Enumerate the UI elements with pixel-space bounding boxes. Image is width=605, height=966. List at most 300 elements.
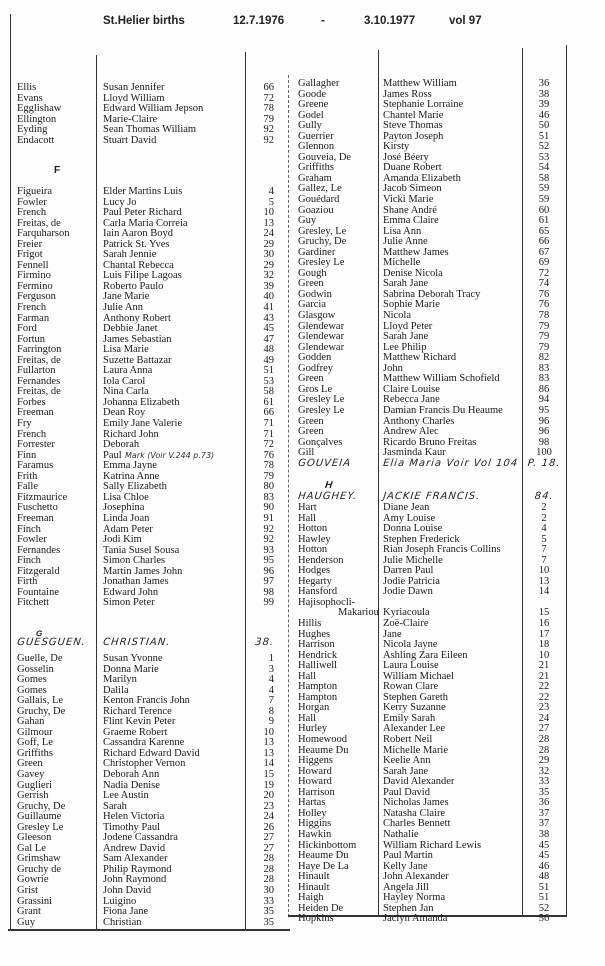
surname: HAUGHEY. [297, 491, 358, 502]
surname: Freeman [17, 512, 54, 524]
forename: Martin James John [103, 565, 183, 577]
entry-number: 24 [538, 712, 550, 724]
forename: Nicola Jayne [383, 639, 438, 651]
forename: Rian Joseph Francis Collins [383, 544, 501, 556]
entry-number: 27 [538, 723, 550, 735]
surname: Faramus [17, 460, 54, 472]
forename: David Alexander [383, 776, 455, 788]
surname: Fermino [17, 280, 53, 292]
register-entry [0, 195, 605, 206]
surname: Green [298, 278, 324, 290]
entry-number: 90 [263, 502, 274, 514]
register-entry [0, 472, 605, 483]
surname: Gruchy, De [298, 236, 347, 248]
surname: Howard [298, 776, 332, 788]
entry-number: 66 [263, 407, 274, 419]
surname: Fry [17, 418, 32, 430]
surname: Gallais, Le [17, 695, 64, 707]
register-entry [0, 311, 605, 322]
entry-number: 13 [263, 217, 274, 229]
entry-number: 14 [538, 586, 550, 598]
surname: Green [298, 415, 324, 427]
entry-number: 28 [263, 874, 274, 886]
forename: Donna Marie [103, 663, 159, 675]
surname: Godfrey [298, 362, 333, 374]
forename: Graeme Robert [103, 726, 168, 738]
surname: Heaume Du [298, 850, 349, 862]
surname: Eyding [17, 124, 48, 136]
surname: Hartas [298, 797, 326, 809]
surname: Glennon [298, 141, 335, 153]
entry-number: 32 [538, 765, 550, 777]
forename: Steve Thomas [383, 120, 443, 132]
surname: Fowler [17, 196, 47, 208]
entry-number: 92 [263, 523, 274, 535]
surname: Fitchett [17, 597, 50, 609]
entry-number: 95 [538, 404, 550, 416]
surname: Guelle, De [17, 653, 63, 664]
surname: Grimshaw [17, 853, 61, 865]
surname: Goaziou [298, 204, 334, 216]
forename: Debbie Janet [103, 323, 158, 335]
entry-number: 51 [263, 365, 274, 377]
forename: Angela Jill [383, 881, 429, 893]
forename: Charles Bennett [383, 818, 451, 830]
entry-number: 86 [538, 383, 550, 395]
surname: Firth [17, 576, 38, 588]
forename: Rowan Clare [383, 681, 439, 693]
forename: Lee Austin [103, 790, 149, 802]
forename: Patrick St. Yves [103, 238, 170, 250]
entry-number: 19 [263, 779, 274, 791]
entry-number: 10 [263, 207, 274, 219]
entry-number: 60 [538, 204, 550, 216]
entry-number: 53 [263, 375, 274, 387]
surname: Gomes [17, 684, 47, 696]
forename: Andrew Alec [383, 426, 439, 438]
forename: Jaclyn Amanda [383, 913, 448, 925]
entry-number: 37 [538, 818, 550, 830]
entry-number: 74 [538, 278, 550, 290]
surname: Hajisophocli- [298, 596, 356, 608]
surname: Horgan [298, 702, 330, 714]
entry-number: 66 [538, 236, 550, 248]
forename: Rebecca Jane [383, 394, 440, 406]
forename: Emily Jane Valerie [103, 418, 183, 430]
forename: Sam Alexander [103, 853, 168, 865]
date-separator: - [321, 15, 325, 27]
entry-number: 92 [263, 124, 274, 136]
entry-number: 38. [254, 637, 275, 648]
entry-number: 59 [538, 183, 550, 195]
entry-number: 33 [263, 895, 274, 907]
entry-number: 51 [538, 881, 550, 893]
surname: French [17, 207, 47, 219]
forename: Robert Neil [383, 734, 433, 746]
surname: Green [298, 373, 324, 385]
forename: Matthew Richard [383, 352, 457, 364]
entry-number: 48 [263, 344, 274, 356]
entry-number: 10 [538, 565, 550, 577]
forename: Jane Marie [103, 291, 150, 303]
entry-number: 23 [263, 800, 274, 812]
surname: Glendewar [298, 331, 345, 343]
surname: Farrington [17, 344, 62, 356]
surname: Guy [17, 916, 36, 928]
surname: Glendewar [298, 320, 345, 332]
forename: Iola Carol [103, 375, 146, 387]
surname: Ellis [17, 82, 37, 93]
entry-number: 16 [538, 618, 550, 630]
entry-number: 97 [263, 576, 274, 588]
surname: Gilmour [17, 726, 53, 738]
handwritten-annotation: Mark (Voir V.244 p.73) [125, 450, 215, 460]
forename: Sally Elizabeth [103, 481, 167, 493]
entry-number: 96 [538, 426, 550, 438]
entry-number: 8 [268, 705, 274, 717]
entry-number: 15 [263, 769, 274, 781]
entry-number: 7 [541, 554, 547, 566]
entry-number: 61 [263, 396, 274, 408]
forename: Stephen Gareth [383, 691, 449, 703]
entry-number: 29 [263, 238, 274, 250]
entry-number: 82 [538, 352, 550, 364]
entry-number: 4 [268, 684, 274, 696]
entry-number: 92 [263, 534, 274, 546]
entry-number: 40 [263, 291, 274, 303]
forename: Paul David [383, 786, 430, 798]
entry-number: 28 [538, 734, 550, 746]
forename: Jasminda Kaur [383, 447, 446, 459]
forename: Ricardo Bruno Freitas [383, 436, 477, 448]
forename: Anthony Charles [383, 415, 455, 427]
surname: Homewood [298, 734, 347, 746]
forename: Julie Ann [103, 302, 143, 314]
surname: Hawkin [298, 828, 332, 840]
entry-number: 32 [263, 270, 274, 282]
forename: Jodi Kim [103, 534, 142, 546]
forename: Carla Maria Correia [103, 217, 188, 229]
forename: Paul Peter Richard [103, 207, 182, 219]
forename: Josephina [103, 502, 145, 514]
forename: Sarah Jane [383, 331, 429, 343]
forename: Ashling Zara Eileen [383, 649, 468, 661]
surname: Hart [298, 502, 317, 513]
surname: Hickinbottom [298, 839, 357, 851]
register-entry [0, 406, 605, 417]
forename: Christopher Vernon [103, 758, 186, 770]
entry-number: 39 [538, 99, 550, 111]
forename: Edward John [103, 586, 159, 598]
forename: Lisa Marie [103, 344, 149, 356]
forename: Dean Roy [103, 407, 146, 419]
forename: Paul Martin [383, 850, 433, 862]
surname: Finn [17, 449, 37, 461]
forename: Amy Louise [383, 512, 436, 524]
surname: Gowrie [17, 874, 49, 886]
forename: Susan Yvonne [103, 653, 163, 664]
surname: Guerrier [298, 130, 334, 142]
forename: Shane André [383, 204, 437, 216]
surname: Green [298, 426, 324, 438]
forename: Nathalie [383, 828, 419, 840]
entry-number: 35 [538, 786, 550, 798]
surname: Gouveia, De [298, 151, 352, 163]
surname: Gallez, Le [298, 183, 342, 195]
entry-number: 1 [268, 653, 274, 664]
forename: Lloyd William [103, 92, 165, 104]
surname: Hughes [298, 628, 331, 640]
entry-number: 54 [538, 162, 550, 174]
surname: Gros Le [298, 383, 333, 395]
forename: Emma Jayne [103, 460, 157, 472]
forename: Stephen Frederick [383, 533, 460, 545]
surname: Frigot [17, 249, 43, 261]
surname: Gomes [17, 674, 47, 686]
surname: Fernandes [17, 544, 61, 556]
surname: Howard [298, 765, 332, 777]
surname: Egglishaw [17, 103, 62, 115]
forename: Nadia Denise [103, 779, 160, 791]
entry-number: 28 [538, 744, 550, 756]
surname: French [17, 428, 47, 440]
surname: Figueira [17, 186, 52, 197]
surname: Firmino [17, 270, 51, 282]
forename: Anthony Robert [103, 312, 171, 324]
entry-number: 45 [538, 850, 550, 862]
entry-number: 9 [268, 716, 274, 728]
entry-number: 10 [263, 726, 274, 738]
section-letter-f: F [54, 165, 61, 176]
entry-number: 23 [538, 702, 550, 714]
entry-number: 15 [538, 607, 550, 619]
surname: Farman [17, 312, 50, 324]
entry-number: 5 [541, 533, 547, 545]
entry-number: 2 [541, 502, 547, 513]
entry-number: 79 [263, 113, 274, 125]
surname: Hillis [298, 618, 322, 630]
g-entries-continued [0, 79, 605, 459]
entry-number: 35 [263, 916, 274, 928]
entry-number: 27 [263, 842, 274, 854]
entry-number: 52 [538, 141, 550, 153]
surname: Fullarton [17, 365, 56, 377]
surname: Freeman [17, 407, 54, 419]
surname: Goff, Le [17, 737, 53, 749]
surname: Henderson [298, 554, 344, 566]
entry-number: 67 [538, 246, 550, 258]
entry-number: 17 [538, 628, 550, 640]
entry-number: 47 [263, 333, 274, 345]
entry-number: 84. [534, 491, 555, 502]
forename: John [383, 362, 403, 374]
surname: Gahan [17, 716, 45, 728]
forename: Sarah Jane [383, 278, 429, 290]
forename: Helen Victoria [103, 811, 165, 823]
surname: Garcia [298, 299, 326, 311]
entry-number: 71 [263, 428, 274, 440]
surname: Gardiner [298, 246, 336, 258]
forename: Deborah Ann [103, 769, 160, 781]
entry-number: 72 [538, 267, 550, 279]
forename: Marie-Claire [103, 113, 158, 125]
forename: Richard John [103, 428, 159, 440]
entry-number: 41 [263, 302, 274, 314]
surname: Gruchy de [17, 863, 62, 875]
h-entries [0, 503, 605, 925]
end-date: 3.10.1977 [364, 15, 416, 27]
entry-number: 7 [541, 544, 547, 556]
entry-number: 4 [541, 523, 547, 535]
surname: Gonçalves [298, 436, 343, 448]
handwritten-letter-h: H [324, 480, 334, 491]
entry-number: 58 [263, 386, 274, 398]
surname: Gouédard [298, 194, 340, 206]
surname: Godwin [298, 288, 332, 300]
surname: Hinault [298, 881, 330, 893]
entry-number: 79 [263, 470, 274, 482]
entry-number: 39 [263, 280, 274, 292]
forename: Darren Paul [383, 565, 434, 577]
forename: Jodene Cassandra [103, 832, 178, 844]
entry-number: P. 18. [527, 458, 562, 469]
forename: Kirsty [383, 141, 410, 153]
forename: Vicki Marie [383, 194, 434, 206]
entry-number: 13 [263, 737, 274, 749]
surname: Griffiths [298, 162, 334, 174]
forename: JACKIE FRANCIS. [382, 491, 481, 502]
entry-number: 78 [263, 460, 274, 472]
forename: Matthew James [383, 246, 449, 258]
forename: Chantal Rebecca [103, 259, 174, 271]
forename: Deborah [103, 439, 140, 451]
surname: Grassini [17, 895, 52, 907]
surname: Gruchy, De [17, 705, 66, 717]
entry-number: 76 [538, 288, 550, 300]
forename: Cassandra Karenne [103, 737, 185, 749]
entry-number: 13 [263, 747, 274, 759]
forename: Paul [103, 449, 122, 461]
register-entry [0, 459, 605, 470]
entry-number: 3 [268, 663, 274, 675]
surname: Guglieri [17, 779, 52, 791]
forename: Sarah Jane [383, 765, 429, 777]
surname: Hendrick [298, 649, 338, 661]
entry-number: 10 [538, 649, 550, 661]
entry-number: 2 [541, 512, 547, 524]
surname: Gresley, Le [298, 225, 347, 237]
forename: Richard Terence [103, 705, 172, 717]
entry-number: 96 [538, 415, 550, 427]
forename: Richard Edward David [103, 747, 200, 759]
forename: Johanna Elizabeth [103, 396, 180, 408]
forename: Amanda Elizabeth [383, 172, 461, 184]
entry-number: 56 [538, 913, 550, 925]
surname: Ford [17, 323, 37, 335]
entry-number: 98 [538, 436, 550, 448]
surname: Hodges [298, 565, 331, 577]
surname: Farquharson [17, 228, 70, 240]
entry-number: 35 [263, 906, 274, 918]
entry-number: 4 [268, 186, 274, 197]
forename: Roberto Paulo [103, 280, 164, 292]
bottom-rule [8, 929, 290, 931]
surname: Heaume Du [298, 744, 349, 756]
surname: Grist [17, 885, 38, 897]
register-entry [0, 830, 605, 841]
surname: Gavey [17, 769, 45, 781]
surname: Fortun [17, 333, 46, 345]
surname: Goode [298, 88, 326, 100]
surname: Freitas, de [17, 354, 61, 366]
entry-number: 7 [268, 695, 274, 707]
forename: José Béery [383, 151, 429, 163]
entry-number: 83 [538, 362, 550, 374]
surname: Gresley Le [298, 257, 345, 269]
entry-number: 13 [538, 575, 550, 587]
forename: Lee Philip [383, 341, 427, 353]
forename: Sophie Marie [383, 299, 440, 311]
surname: Hansford [298, 586, 338, 598]
surname: Hampton [298, 691, 338, 703]
surname: Forrester [17, 439, 55, 451]
surname: Guillaume [17, 811, 62, 823]
forename: Lloyd Peter [383, 320, 433, 332]
forename: Andrew David [103, 842, 166, 854]
entry-number: 24 [263, 228, 274, 240]
forename: Stuart David [103, 134, 157, 146]
forename: Jodie Patricia [383, 575, 440, 587]
forename: Suzette Battazar [103, 354, 172, 366]
surname: Hegarty [298, 575, 332, 587]
forename: Susan Jennifer [103, 82, 165, 93]
surname: Fitzgerald [17, 565, 60, 577]
forename: Zoë-Claire [383, 618, 429, 630]
entry-number: 69 [538, 257, 550, 269]
surname: Fennell [17, 259, 49, 271]
entry-number: 21 [538, 660, 550, 672]
forename: Matthew William Schofield [383, 373, 500, 385]
surname: Hinault [298, 871, 330, 883]
entry-number: 48 [538, 871, 550, 883]
g-handwritten-addition [0, 459, 605, 470]
surname: Glendewar [298, 341, 345, 353]
forename: Sarah Jennie [103, 249, 157, 261]
entry-number: 100 [536, 447, 552, 459]
forename: Tania Susel Sousa [103, 544, 180, 556]
entry-number: 21 [538, 670, 550, 682]
forename: Iain Aaron Boyd [103, 228, 173, 240]
forename: William Michael [383, 670, 455, 682]
entry-number: 95 [263, 555, 274, 567]
surname: Greene [298, 99, 329, 111]
surname: Fitzmaurice [17, 491, 68, 503]
surname: Gill [298, 447, 315, 459]
forename: CHRISTIAN. [102, 637, 171, 648]
entry-number: 22 [538, 691, 550, 703]
surname: Falle [17, 481, 38, 493]
surname: Harrison [298, 786, 335, 798]
surname: Makariou [338, 607, 379, 619]
forename: Michelle Marie [383, 744, 449, 756]
forename: Elder Martins Luis [103, 186, 183, 197]
entry-number: 49 [263, 354, 274, 366]
entry-number: 36 [538, 797, 550, 809]
surname: Gal Le [17, 842, 46, 854]
surname: Hopkins [298, 913, 334, 925]
surname: Ellington [17, 113, 57, 125]
entry-number: 91 [263, 512, 274, 524]
